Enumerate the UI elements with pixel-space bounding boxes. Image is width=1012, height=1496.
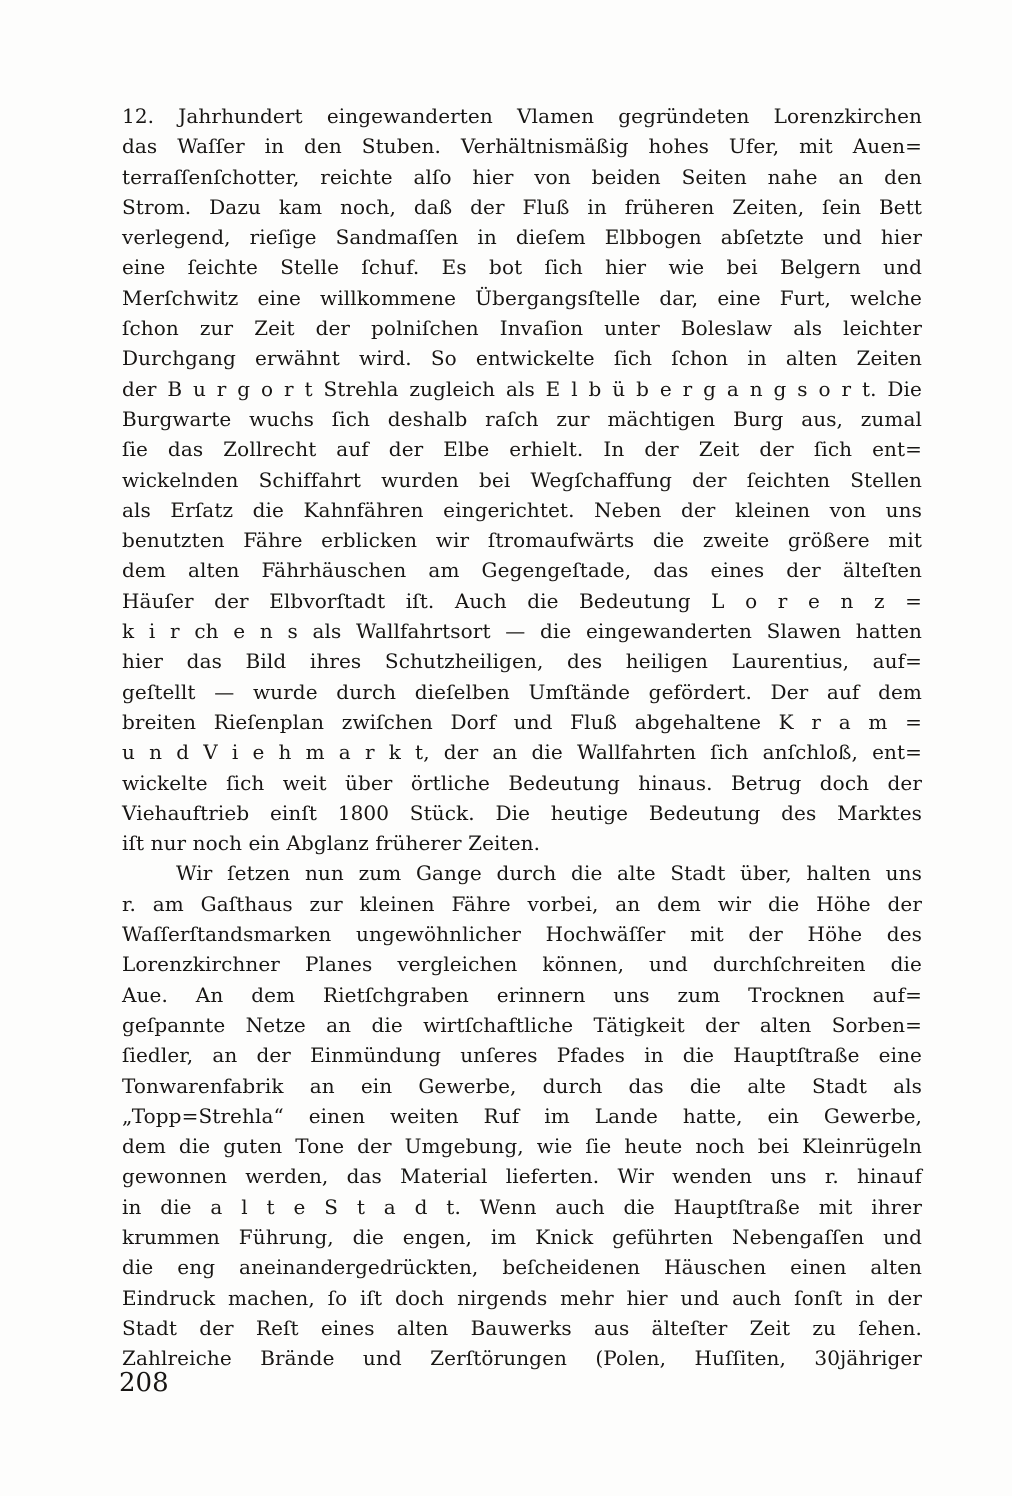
text-line: benutzten Fähre erblicken wir ſtromaufwärts die zweite größere mit [122,528,922,553]
text-line: dem die guten Tone der Umgebung, wie ſie heute noch bei Kleinrügeln [122,1134,922,1159]
text-line: geſtellt — wurde durch dieſelben Umſtände gefördert. Der auf dem [122,679,922,704]
text-line-paragraph-start: Wir ſetzen nun zum Gange durch die alte Stadt über, halten uns [176,861,922,886]
text-line: wickelte ſich weit über örtliche Bedeutung hinaus. Betrug doch der [122,770,922,795]
text-line: krummen Führung, die engen, im Knick geführten Nebengaſſen und [122,1224,922,1249]
text-line: Häuſer der Elbvorſtadt iſt. Auch die Bedeutung L o r e n z = [122,588,922,613]
text-line: Lorenzkirchner Planes vergleichen können, und durchſchreiten die [122,952,922,977]
text-line-paragraph-end: iſt nur noch ein Abglanz früherer Zeiten. [122,831,541,856]
text-line: verlegend, rieſige Sandmaſſen in dieſem Elbbogen abſetzte und hier [122,225,922,250]
body-text [122,101,922,1373]
text-line: Strom. Dazu kam noch, daß der Fluß in früheren Zeiten, ſein Bett [122,194,922,219]
text-line: der B u r g o r t Strehla zugleich als E l b ü b e r g a n g s o r t. Die [122,376,922,401]
text-line: Aue. An dem Rietſchgraben erinnern uns zum Trocknen auf= [122,982,922,1007]
text-line: u n d V i e h m a r k t, der an die Wallfahrten ſich anſchloß, ent= [122,740,922,765]
text-line: breiten Rieſenplan zwiſchen Dorf und Fluß abgehaltene K r a m = [122,709,922,734]
text-line: 12. Jahrhundert eingewanderten Vlamen gegründeten Lorenzkirchen [122,104,922,128]
text-line: Burgwarte wuchs ſich deshalb raſch zur mächtigen Burg aus, zumal [122,406,922,431]
text-line: terraſſenſchotter, reichte alſo hier von beiden Seiten nahe an den [122,164,922,189]
text-line: eine ſeichte Stelle ſchuf. Es bot ſich hier wie bei Belgern und [122,255,922,280]
text-line: Durchgang erwähnt wird. So entwickelte ſich ſchon in alten Zeiten [122,346,922,371]
text-line: ſiedler, an der Einmündung unſeres Pfades in die Hauptſtraße eine [122,1043,922,1068]
text-line: Viehauftrieb einſt 1800 Stück. Die heutige Bedeutung des Marktes [122,800,922,825]
text-line: „Topp=Strehla“ einen weiten Ruf im Lande hatte, ein Gewerbe, [122,1103,922,1128]
text-line: Waſſerſtandsmarken ungewöhnlicher Hochwäſſer mit der Höhe des [122,922,922,947]
text-line: dem alten Fährhäuschen am Gegengeſtade, das eines der älteſten [122,558,922,583]
page-number: 208 [119,1368,169,1398]
text-line: wickelnden Schiffahrt wurden bei Wegſchaffung der ſeichten Stellen [122,467,922,492]
text-line: in die a l t e S t a d t. Wenn auch die Hauptſtraße mit ihrer [122,1194,922,1219]
text-line: Merſchwitz eine willkommene Übergangsſtelle dar, eine Furt, welche [122,285,922,310]
text-line: Stadt der Reſt eines alten Bauwerks aus älteſter Zeit zu ſehen. [122,1315,922,1340]
text-line: k i r ch e n s als Wallfahrtsort — die eingewanderten Slawen hatten [122,619,922,644]
text-line: hier das Bild ihres Schutzheiligen, des heiligen Laurentius, auf= [122,649,922,674]
text-line: ſchon zur Zeit der polniſchen Invaſion unter Boleslaw als leichter [122,316,922,341]
text-line: gewonnen werden, das Material lieferten. Wir wenden uns r. hinauf [122,1164,922,1189]
text-line: geſpannte Netze an die wirtſchaftliche Tätigkeit der alten Sorben= [122,1012,922,1037]
text-line: ſie das Zollrecht auf der Elbe erhielt. In der Zeit der ſich ent= [122,437,922,462]
text-line: die eng aneinandergedrückten, beſcheidenen Häuschen einen alten [122,1255,922,1280]
text-line: Zahlreiche Brände und Zerſtörungen (Polen, Huſſiten, 30jähriger [122,1346,922,1371]
text-line: r. am Gaſthaus zur kleinen Fähre vorbei, an dem wir die Höhe der [122,891,922,916]
text-line: als Erſatz die Kahnfähren eingerichtet. Neben der kleinen von uns [122,497,922,522]
text-line: Eindruck machen, ſo iſt doch nirgends mehr hier und auch ſonſt in der [122,1285,922,1310]
text-line: das Waſſer in den Stuben. Verhältnismäßig hohes Ufer, mit Auen= [122,134,922,159]
text-line: Tonwarenfabrik an ein Gewerbe, durch das die alte Stadt als [122,1073,922,1098]
